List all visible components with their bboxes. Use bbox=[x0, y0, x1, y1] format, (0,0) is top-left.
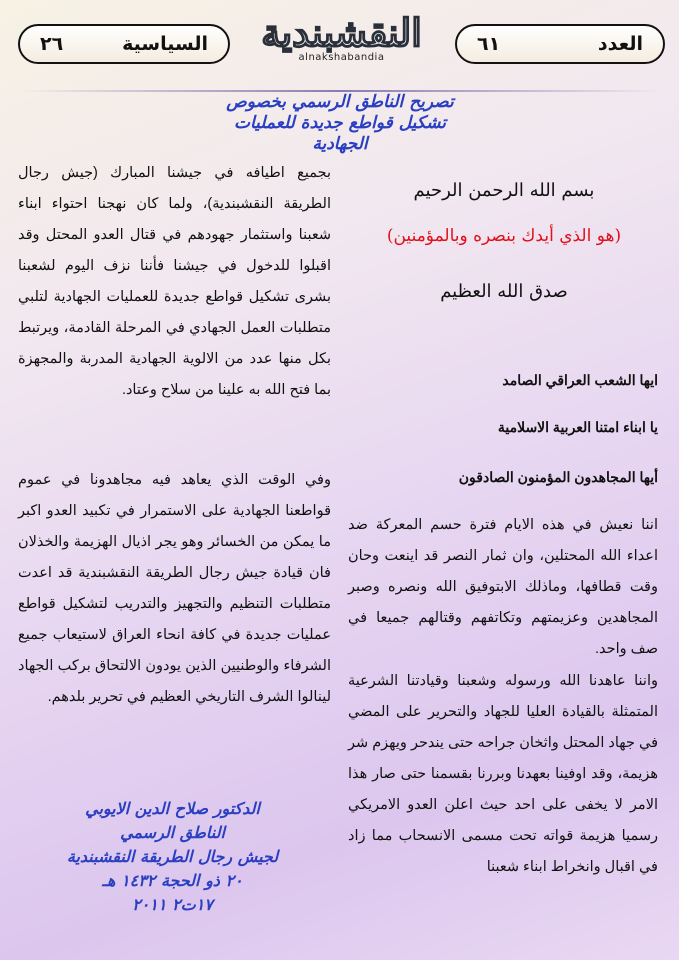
paragraph-text: اننا نعيش في هذه الايام فترة حسم المعركة ضد اعداء الله المحتلين، وان ثمار النصر قد اينعت وحان وقت قطافها، وماذلك الابتوفيق الله ونصره وصبر المجاهدين وعزيمتهم وتكاتفهم وقتالهم جميعا في صف واحد. bbox=[348, 517, 658, 657]
section-label: السياسية bbox=[122, 33, 208, 55]
salutation-line: ايها الشعب العراقي الصامد bbox=[502, 372, 658, 388]
page-number: ٢٦ bbox=[40, 33, 64, 55]
left-column-paragraph-2 bbox=[18, 465, 331, 713]
title-line-3: الجهادية bbox=[312, 134, 368, 154]
quran-verse: (هو الذي أيدك بنصره وبالمؤمنين) bbox=[386, 226, 622, 246]
article-title bbox=[190, 92, 490, 155]
right-column-paragraph-2 bbox=[348, 666, 658, 883]
title-line-2: تشكيل قواطع جديدة للعمليات bbox=[233, 113, 447, 133]
section-pill bbox=[18, 24, 230, 64]
signatory-organization: لجيش رجال الطريقة النقشبندية bbox=[66, 847, 279, 866]
left-column-paragraph-1 bbox=[18, 158, 331, 406]
logo-title: النقشبندية bbox=[261, 10, 422, 55]
paragraph-text: بجميع اطيافه في جيشنا المبارك (جيش رجال الطريقة النقشبندية)، ولما كان نهجنا احتواء ابناء شعبنا واستثمار جهودهم في قتال العدو المحتل وقد اقبلوا للدخول في جيشنا فأننا نزف اليوم لشعبنا بشرى تشكيل قواطع جديدة للعمليات الجهادية لتلبي متطلبات العمل الجهادي في المرحلة القادمة، ويرتبط بكل منها عدد من الالوية الجهادية المدربة والمجهزة بما فتح الله به علينا من سلاح وعتاد. bbox=[18, 165, 331, 398]
hijri-date: ٢٠ ذو الحجة ١٤٣٢ هـ bbox=[102, 871, 243, 890]
verse-closing: صدق الله العظيم bbox=[440, 281, 568, 302]
paragraph-text: وفي الوقت الذي يعاهد فيه مجاهدونا في عموم قواطعنا الجهادية على الاستمرار في تكبيد العدو اكبر ما يمكن من الخسائر وهو يجر اذيال الهزيمة والخذلان فان قيادة جيش رجال الطريقة النقشبندية قد اعدت متطلبات التنظيم والتجهيز والتدريب لتشكيل قواطع عمليات جديدة في كافة انحاء العراق لاستيعاب جميع الشرفاء والوطنيين الذين يودون الالتحاق بركب الجهاد لينالوا الشرف التاريخي العظيم في تحرير بلدهم. bbox=[18, 472, 331, 705]
issue-number: ٦١ bbox=[477, 33, 501, 55]
issue-label: العدد bbox=[597, 33, 643, 55]
title-line-1: تصريح الناطق الرسمي بخصوص bbox=[226, 92, 454, 112]
paragraph-text: واننا عاهدنا الله ورسوله وشعبنا وقيادتنا الشرعية المتمثلة بالقيادة العليا للجهاد والتحرير على المضي في جهاد المحتل واثخان جراحه حتى يندحر ويهزم شر هزيمة، وقد اوفينا بعهدنا وبررنا بقسمنا حتى صار هذا الامر لا يخفى على احد حيث اعلن العدو الامريكي رسميا هزيمة قواته تحت مسمى الانسحاب مما زاد في اقبال وانخراط ابناء شعبنا bbox=[348, 673, 658, 875]
right-column-paragraph-1 bbox=[348, 510, 658, 665]
signature-block bbox=[45, 797, 300, 917]
signatory-name: الدكتور صلاح الدين الايوبي bbox=[85, 799, 260, 818]
signatory-role: الناطق الرسمي bbox=[120, 823, 225, 842]
salutation-line: يا ابناء امتنا العربية الاسلامية bbox=[497, 419, 658, 435]
logo-url-text: alnakshabandia bbox=[298, 52, 385, 63]
gregorian-date: ١٧ت٢ ٢٠١١ bbox=[132, 895, 213, 914]
salutation-line: أيها المجاهدون المؤمنون الصادقون bbox=[458, 469, 658, 485]
basmala: بسم الله الرحمن الرحيم bbox=[413, 180, 595, 201]
magazine-logo bbox=[244, 8, 439, 72]
issue-pill bbox=[455, 24, 665, 64]
